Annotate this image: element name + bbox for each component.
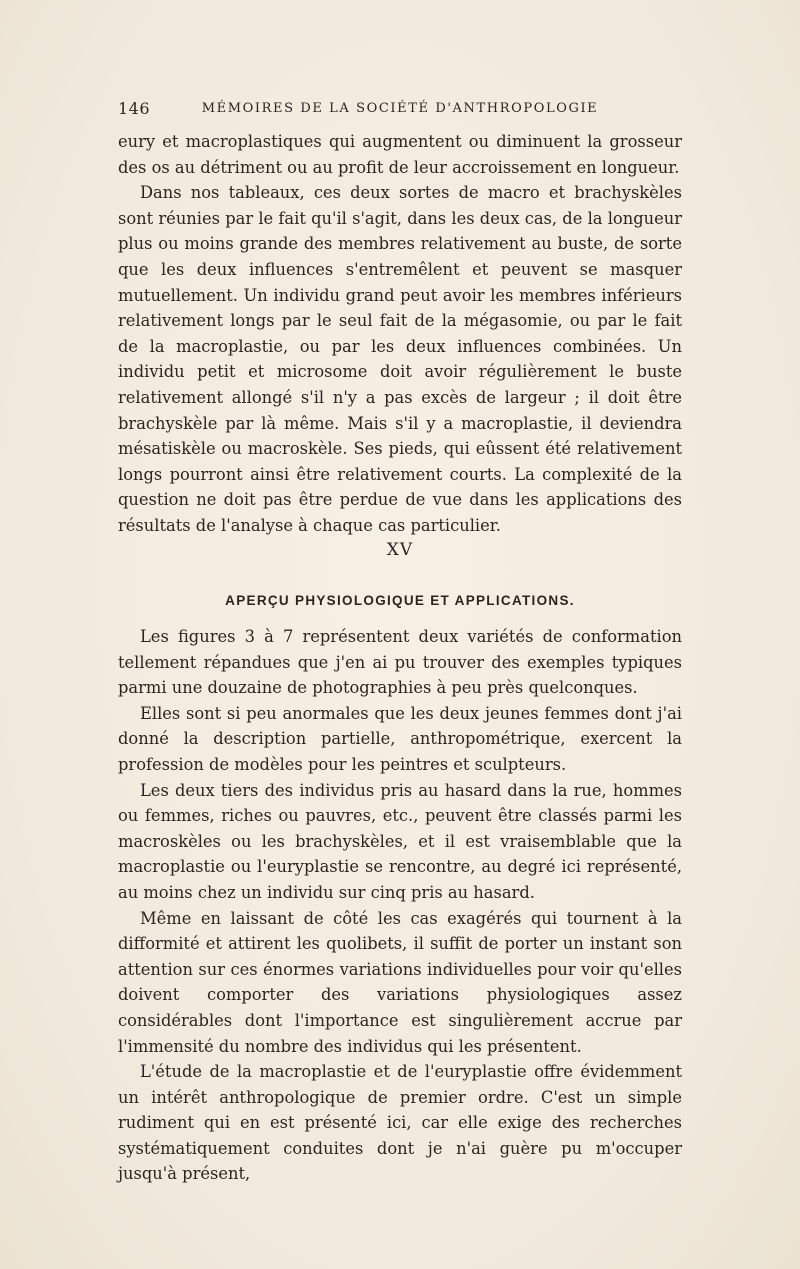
running-title: MÉMOIRES DE LA SOCIÉTÉ D'ANTHROPOLOGIE [201, 101, 599, 116]
page-header [118, 99, 682, 121]
paragraph: Même en laissant de côté les cas exagérés qui tournent à la difformité et attirent les quolibets, il suffit de porter un instant son attention sur ces énormes variations individuelles pour voir qu'elles doivent comporter des variations physiologiques assez considérables dont l'importance est singulièrement accrue par l'immensité du nombre des individus qui les présentent. [118, 908, 682, 1056]
page-number: 146 [118, 99, 151, 118]
text-block-after-section [118, 624, 682, 1187]
section-number: XV [386, 540, 414, 560]
paragraph: eury et macroplastiques qui augmentent ou diminuent la grosseur des os au détriment ou au profit de leur accroissement en longueur. [118, 132, 682, 177]
paragraph: Dans nos tableaux, ces deux sortes de macro et brachyskèles sont réunies par le fait qu'il s'agit, dans les deux cas, de la longueur plus ou moins grande des membres relativement au buste, de sorte que les deux influences s'entremêlent et peuvent se masquer mutuellement. Un individu grand peut avoir les membres inférieurs relativement longs par le seul fait de la mégasomie, ou par le fait de la macroplastie, ou par les deux influences combinées. Un individu petit et microsome doit avoir régulièrement le buste relativement allongé s'il n'y a pas excès de largeur ; il doit être brachyskèle par là même. Mais s'il y a macroplastie, il deviendra mésatiskèle ou macroskèle. Ses pieds, qui eûssent été relativement longs pourront ainsi être relativement courts. La complexité de la question ne doit pas être perdue de vue dans les applications des résultats de l'analyse à chaque cas particulier. [118, 183, 682, 535]
paragraph: L'étude de la macroplastie et de l'euryplastie offre évidemment un intérêt anthropologique de premier ordre. C'est un simple rudiment qui en est présenté ici, car elle exige des recherches systématiquement conduites dont je n'ai guère pu m'occuper jusqu'à présent, [118, 1062, 682, 1184]
text-block-before-section [118, 129, 682, 539]
paragraph: Les figures 3 à 7 représentent deux variétés de conformation tellement répandues que j'en ai pu trouver des exemples typiques parmi une douzaine de photographies à peu près quelconques. [118, 627, 682, 698]
paragraph: Les deux tiers des individus pris au hasard dans la rue, hommes ou femmes, riches ou pauvres, etc., peuvent être classés parmi les macroskèles ou les brachyskèles, et il est vraisemblable que la macroplastie ou l'euryplastie se rencontre, au degré ici représenté, au moins chez un individu sur cinq pris au hasard. [118, 780, 682, 902]
section-title: APERÇU PHYSIOLOGIQUE ET APPLICATIONS. [225, 593, 575, 608]
paragraph: Elles sont si peu anormales que les deux jeunes femmes dont j'ai donné la description partielle, anthropométrique, exercent la profession de modèles pour les peintres et sculpteurs. [118, 703, 682, 774]
